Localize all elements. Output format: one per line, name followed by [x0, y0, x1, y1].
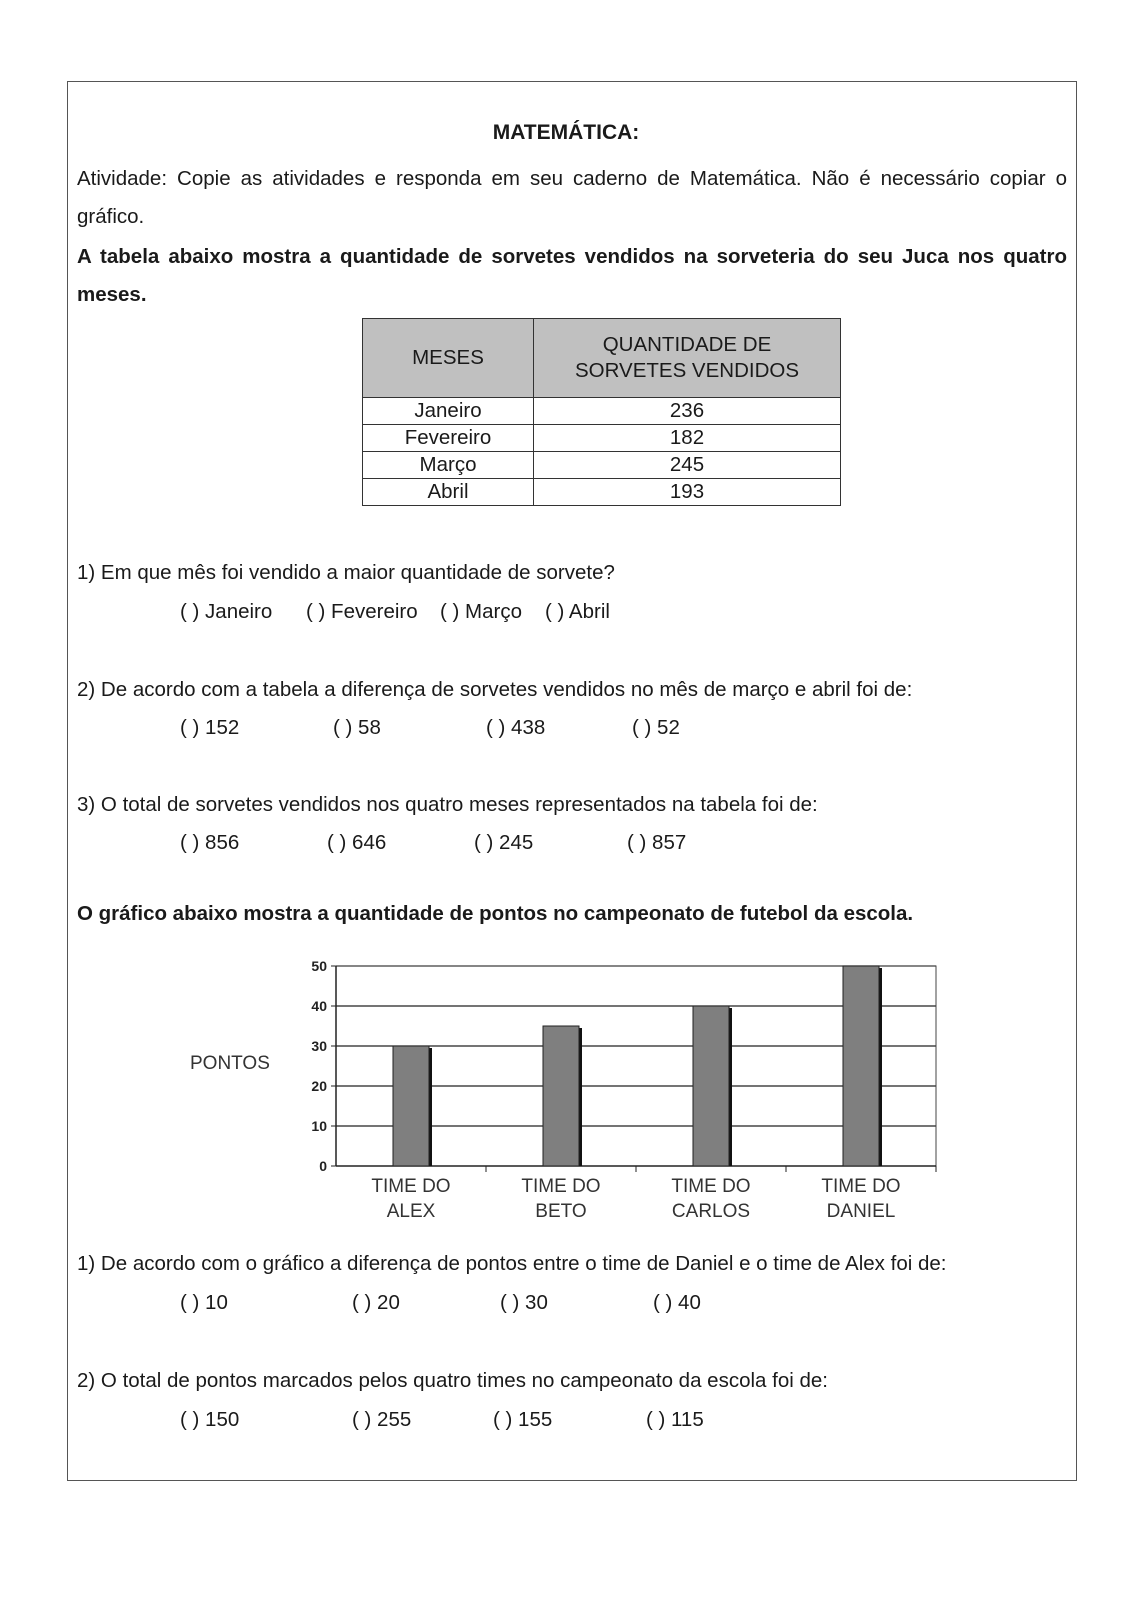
- option-checkbox[interactable]: ( ) 10: [180, 1291, 228, 1314]
- x-tick-label: TIME DO: [671, 1176, 751, 1197]
- table-cell-month: Abril: [363, 479, 534, 506]
- x-tick-label: BETO: [535, 1201, 587, 1222]
- table-cell-qty: 193: [534, 479, 841, 506]
- option-checkbox[interactable]: ( ) 856: [180, 831, 240, 854]
- y-tick-label: 0: [319, 1158, 327, 1174]
- y-tick-label: 40: [311, 998, 327, 1014]
- table-cell-month: Janeiro: [363, 398, 534, 425]
- y-tick-label: 50: [311, 960, 327, 974]
- bar: [843, 966, 879, 1166]
- x-tick-label: CARLOS: [671, 1201, 751, 1222]
- bar: [393, 1046, 429, 1166]
- option-checkbox[interactable]: ( ) Janeiro: [180, 600, 273, 623]
- option-checkbox[interactable]: ( ) 150: [180, 1408, 240, 1431]
- points-bar-chart: [180, 960, 960, 1230]
- question-1: 1) Em que mês foi vendido a maior quantidade de sorvete?: [77, 561, 615, 584]
- option-checkbox[interactable]: ( ) 58: [333, 716, 381, 739]
- question-3: 3) O total de sorvetes vendidos nos quatro meses representados na tabela foi de:: [77, 793, 818, 816]
- option-checkbox[interactable]: ( ) 646: [327, 831, 387, 854]
- table-header-months: MESES: [363, 319, 534, 398]
- table-cell-qty: 236: [534, 398, 841, 425]
- x-tick-label: TIME DO: [821, 1176, 901, 1197]
- x-tick-label: DANIEL: [826, 1201, 896, 1222]
- option-checkbox[interactable]: ( ) 152: [180, 716, 240, 739]
- x-tick-label: TIME DO: [521, 1176, 601, 1197]
- option-checkbox[interactable]: ( ) 40: [653, 1291, 701, 1314]
- option-checkbox[interactable]: ( ) 255: [352, 1408, 412, 1431]
- option-checkbox[interactable]: ( ) 30: [500, 1291, 548, 1314]
- chart-question-1: 1) De acordo com o gráfico a diferença de pontos entre o time de Daniel e o time de Alex foi de:: [77, 1252, 947, 1275]
- bar: [543, 1026, 579, 1166]
- table-row: [363, 425, 841, 452]
- ice-cream-table: [362, 318, 841, 506]
- chart-question-2: 2) O total de pontos marcados pelos quatro times no campeonato da escola foi de:: [77, 1369, 828, 1392]
- x-tick-label: ALEX: [386, 1201, 436, 1222]
- instructions: Atividade: Copie as atividades e responda em seu caderno de Matemática. Não é necessário copiar o gráfico.: [77, 167, 1067, 228]
- table-cell-qty: 245: [534, 452, 841, 479]
- option-checkbox[interactable]: ( ) 245: [474, 831, 534, 854]
- table-cell-month: Fevereiro: [363, 425, 534, 452]
- chart-intro: O gráfico abaixo mostra a quantidade de pontos no campeonato de futebol da escola.: [77, 902, 914, 925]
- option-checkbox[interactable]: ( ) Março: [440, 600, 522, 623]
- option-checkbox[interactable]: ( ) 115: [646, 1408, 704, 1431]
- option-checkbox[interactable]: ( ) 438: [486, 716, 546, 739]
- page-title: MATEMÁTICA:: [492, 121, 640, 144]
- table-cell-qty: 182: [534, 425, 841, 452]
- option-checkbox[interactable]: ( ) 857: [627, 831, 687, 854]
- table-cell-month: Março: [363, 452, 534, 479]
- table-row: [363, 479, 841, 506]
- option-checkbox[interactable]: ( ) 155: [493, 1408, 553, 1431]
- y-tick-label: 30: [311, 1038, 327, 1054]
- y-tick-label: 20: [311, 1078, 327, 1094]
- option-checkbox[interactable]: ( ) 20: [352, 1291, 400, 1314]
- table-row: [363, 452, 841, 479]
- option-checkbox[interactable]: ( ) Abril: [545, 600, 610, 623]
- table-header-quantity: QUANTIDADE DE SORVETES VENDIDOS: [534, 319, 841, 398]
- y-tick-label: 10: [311, 1118, 327, 1134]
- question-2: 2) De acordo com a tabela a diferença de sorvetes vendidos no mês de março e abril foi de:: [77, 678, 913, 701]
- table-intro: A tabela abaixo mostra a quantidade de sorvetes vendidos na sorveteria do seu Juca nos quatro meses.: [77, 245, 1067, 306]
- option-checkbox[interactable]: ( ) 52: [632, 716, 680, 739]
- bar: [693, 1006, 729, 1166]
- table-row: [363, 398, 841, 425]
- y-axis-label: PONTOS: [190, 1053, 270, 1074]
- x-tick-label: TIME DO: [371, 1176, 451, 1197]
- option-checkbox[interactable]: ( ) Fevereiro: [306, 600, 418, 623]
